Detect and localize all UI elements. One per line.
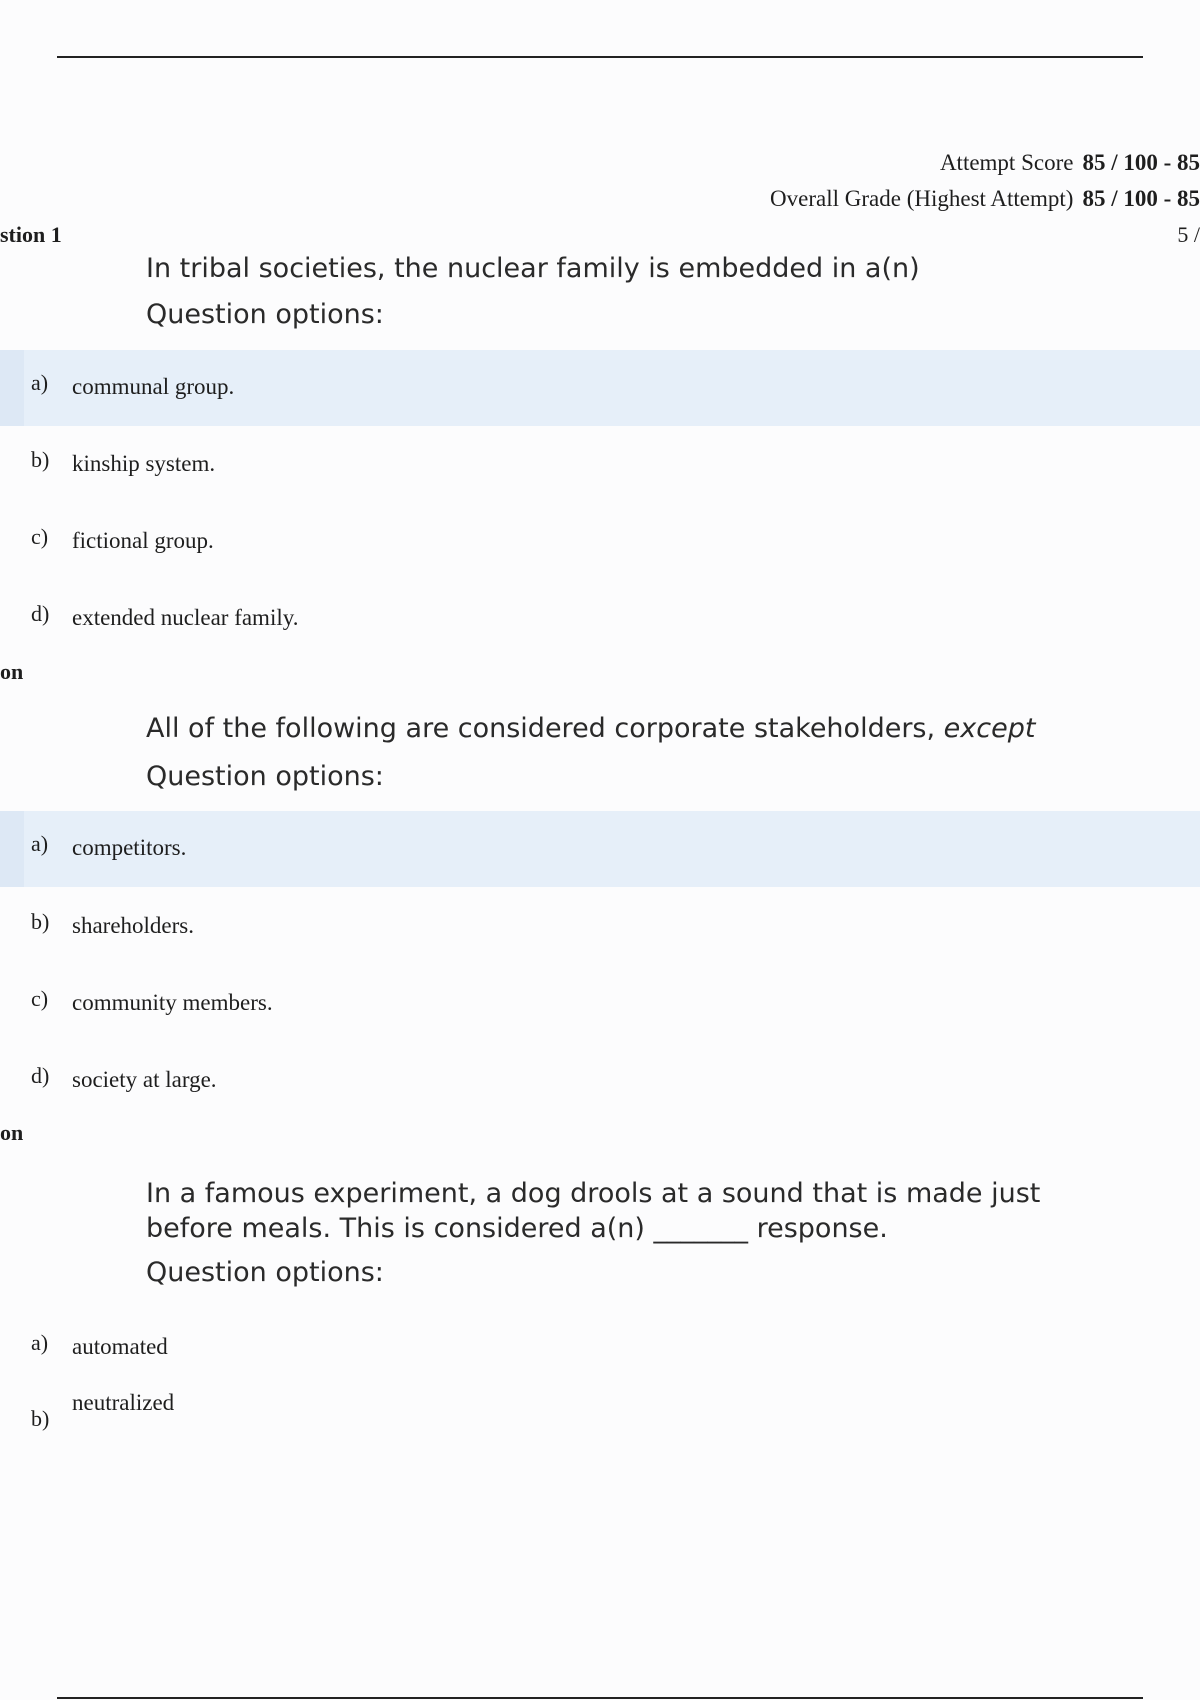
overall-grade [770,186,1200,212]
option-letter: b) [31,1406,50,1431]
question-1-option-c[interactable] [0,504,1200,580]
question-1-option-a[interactable] [0,350,1200,426]
question-2-options-label: Question options: [146,761,384,792]
question-3-text-line-1: In a famous experiment, a dog drools at a sound that is made just [146,1178,1041,1209]
question-3-text-line-2: before meals. This is considered a(n) _______ response. [146,1213,888,1244]
option-text: fictional group. [72,528,214,553]
question-2-text-main: All of the following are considered corporate stakeholders, [146,713,944,744]
option-text: competitors. [72,835,187,860]
option-letter: b) [31,909,50,934]
option-text: automated [72,1334,168,1359]
question-1-option-b[interactable] [0,427,1200,503]
question-2-text [146,711,1046,746]
question-1-options-label: Question options: [146,299,384,330]
attempt-score-label: Attempt Score [939,150,1074,175]
option-text: society at large. [72,1067,217,1092]
option-letter: d) [31,601,50,626]
question-3-header: on [0,1120,24,1145]
option-text: kinship system. [72,451,216,476]
option-letter: a) [31,370,49,395]
question-1-text: In tribal societies, the nuclear family is embedded in a(n) [146,253,920,284]
attempt-score [940,150,1200,176]
question-2-option-d[interactable] [0,1043,1200,1119]
option-letter: a) [31,831,49,856]
question-3-option-b[interactable] [0,1382,1200,1458]
question-1-points: 5 / [1177,222,1200,247]
bottom-divider [57,1697,1143,1699]
top-divider [57,56,1143,58]
attempt-score-value: 85 / 100 - 85 [1082,150,1200,175]
option-letter: c) [31,524,49,549]
overall-grade-label: Overall Grade (Highest Attempt) [770,186,1074,211]
option-letter: c) [31,986,49,1011]
question-2-text-emphasis: except [943,713,1036,744]
question-2-header: on [0,659,24,684]
question-3-text [146,1176,1046,1246]
question-2-option-b[interactable] [0,889,1200,965]
option-text: community members. [72,990,273,1015]
question-3-options-label: Question options: [146,1257,384,1288]
question-2-option-c[interactable] [0,966,1200,1042]
option-letter: b) [31,447,50,472]
question-1-option-d[interactable] [0,581,1200,657]
question-1-header: stion 1 [0,222,62,247]
option-text: shareholders. [72,913,194,938]
option-text: neutralized [72,1390,175,1415]
option-letter: d) [31,1063,50,1088]
overall-grade-value: 85 / 100 - 85 [1082,186,1200,211]
option-text: extended nuclear family. [72,605,299,630]
question-3-option-a[interactable] [0,1310,1200,1386]
question-2-option-a[interactable] [0,811,1200,887]
option-text: communal group. [72,374,235,399]
option-letter: a) [31,1330,49,1355]
